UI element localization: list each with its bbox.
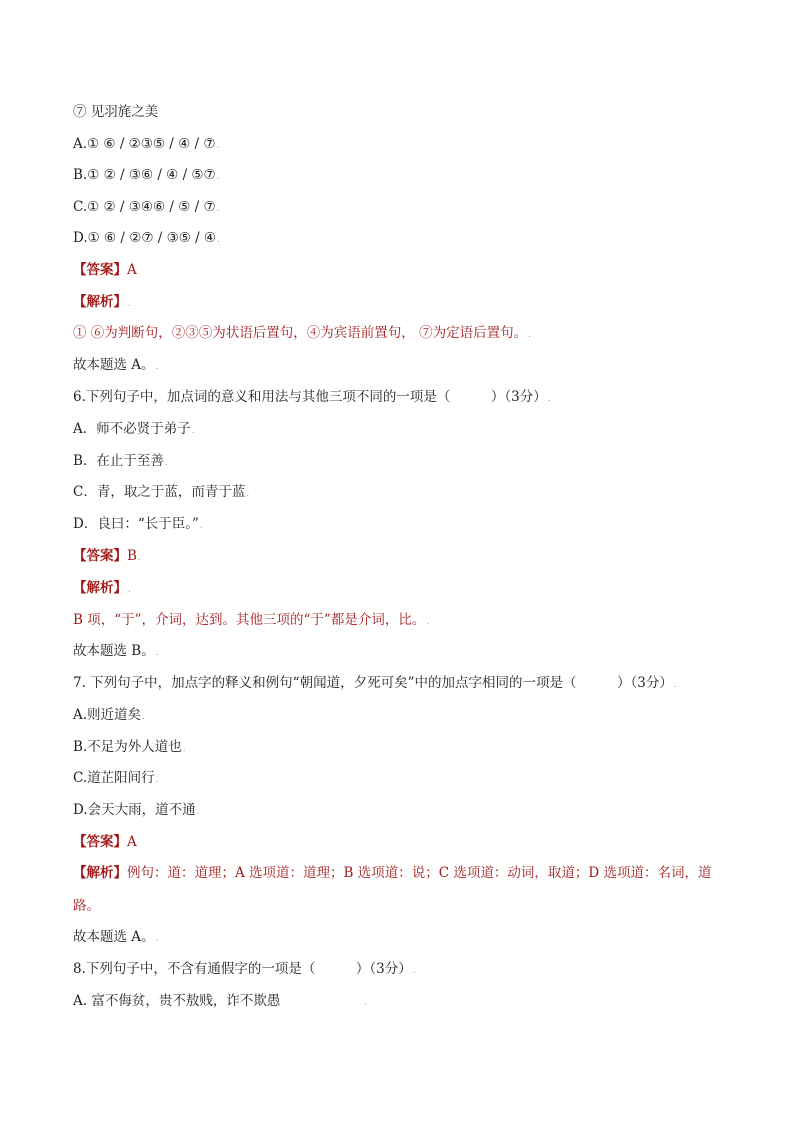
choice-b: B.① ② / ③⑥ / ④ / ⑤⑦.: [73, 167, 220, 183]
q8-option-a: A. 富不侮贫，贵不敖贱，诈不欺愚 .: [73, 993, 368, 1009]
q7-analysis: 【解析】例句：道：道理；A 选项道：道理；B 选项道：说；C 选项道：动词，取道；D 选项道：名词，道路。: [73, 865, 712, 914]
q6-option-b: B．在止于至善.: [73, 453, 168, 469]
question-7: 7. 下列句子中，加点字的释义和例句“朝闻道，夕死可矣”中的加点字相同的一项是（ ）（3分）.: [73, 675, 677, 691]
choice-d: D.① ⑥ / ②⑦ / ③⑤ / ④.: [73, 230, 220, 246]
analysis-label: 【解析】.: [73, 294, 131, 310]
q7-conclusion: 故本题选 A。.: [73, 929, 159, 945]
conclusion-line: 故本题选 A。.: [73, 357, 159, 373]
analysis-text: ① ⑥为判断句，②③⑤为状语后置句，④为宾语前置句， ⑦为定语后置句。.: [73, 325, 531, 341]
q6-option-d: D．良曰：“长于臣。”.: [73, 516, 203, 532]
option-item-7: ⑦ 见羽旄之美: [73, 104, 159, 120]
q7-option-b: B.不足为外人道也.: [73, 739, 186, 755]
q6-option-c: C．青，取之于蓝，而青于蓝.: [73, 484, 250, 500]
q6-answer: 【答案】B.: [73, 548, 141, 564]
q7-option-d: D.会天大雨，道不通.: [73, 802, 200, 818]
q7-answer: 【答案】A: [73, 834, 137, 850]
q6-conclusion: 故本题选 B。.: [73, 643, 159, 659]
q6-option-a: A．师不必贤于弟子.: [73, 421, 195, 437]
answer-line: 【答案】A: [73, 262, 137, 278]
choice-a: A.① ⑥ / ②③⑤ / ④ / ⑦.: [73, 136, 220, 152]
q6-analysis-label: 【解析】.: [73, 580, 131, 596]
q7-option-a: A.则近道矣.: [73, 707, 145, 723]
question-6: 6.下列句子中，加点词的意义和用法与其他三项不同的一项是（ ）（3分）.: [73, 389, 551, 405]
q6-analysis-text: B 项，“于”，介词，达到。其他三项的“于”都是介词，比。.: [73, 612, 430, 628]
choice-c: C.① ② / ③④⑥ / ⑤ / ⑦.: [73, 199, 220, 215]
q7-option-c: C.道芷阳间行.: [73, 770, 159, 786]
question-8: 8.下列句子中，不含有通假字的一项是（ ）（3分）.: [73, 961, 416, 977]
